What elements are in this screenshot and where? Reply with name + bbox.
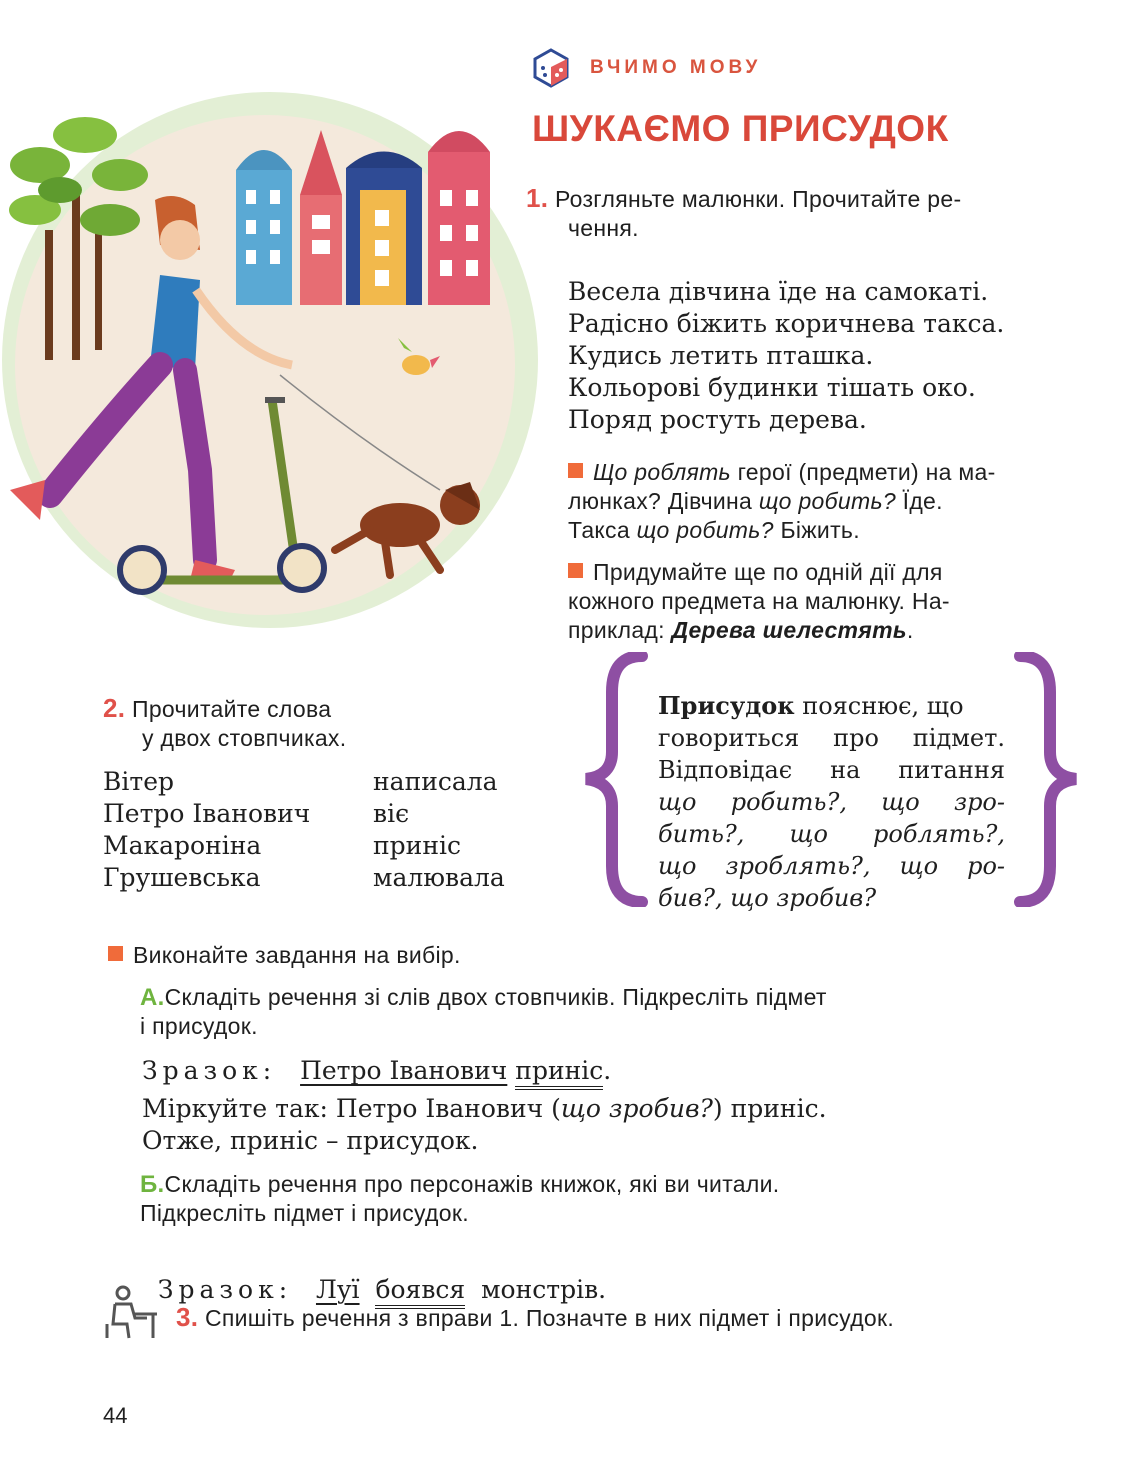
word-row [103, 766, 505, 798]
page-title: ШУКАЄМО ПРИСУДОК [532, 108, 949, 149]
reasoning-question: що зробив? [560, 1094, 713, 1123]
task-2-number: 2. [103, 693, 126, 723]
section-brand-label: ВЧИМО МОВУ [590, 57, 762, 78]
task-3-number: 3. [176, 1302, 199, 1332]
q1-text: що робить? [758, 488, 896, 514]
option-b-sample [142, 1242, 606, 1306]
reasoning-text: Міркуйте так: Петро Іванович ( [142, 1094, 561, 1123]
option-a-line: і присудок. [140, 1013, 258, 1039]
q1-text: Що роблять [593, 459, 731, 485]
word-row [103, 862, 505, 894]
word: написала [373, 767, 498, 796]
rule-term: Присудок [658, 691, 795, 720]
q1-text: Їде. [895, 488, 943, 514]
sample-label: Зразок: [157, 1275, 293, 1304]
word: віє [373, 799, 410, 828]
rule-line: говориться про підмет. [658, 724, 1005, 752]
task-1-question-1 [568, 458, 1061, 545]
q1-text: герої (предмети) на ма- [730, 459, 996, 485]
word: приніс [373, 831, 461, 860]
right-brace-icon [1012, 652, 1082, 907]
page-number: 44 [103, 1403, 128, 1428]
q1-text: люнках? Дівчина [568, 488, 759, 514]
reasoning-text: ) приніс. [712, 1094, 827, 1123]
option-b-line: Підкресліть підмет і присудок. [140, 1200, 469, 1226]
word-row [103, 798, 505, 830]
q2-text: . [906, 617, 914, 643]
word: малювала [373, 863, 505, 892]
word: Вітер [103, 767, 174, 796]
section-brand [532, 48, 761, 88]
task-2-instruction-line: Прочитайте слова [132, 696, 332, 722]
sentence: Весела дівчина їде на самокаті. [568, 277, 989, 306]
illustration [0, 80, 560, 640]
choice-instruction [108, 941, 461, 970]
sample-predicate: приніс [515, 1056, 603, 1090]
option-b-line: Складіть речення про персонажів книжок, які ви читали. [164, 1171, 780, 1197]
word: Грушевська [103, 863, 261, 892]
word-columns [103, 766, 505, 894]
homework-icon [103, 1284, 159, 1340]
option-a-letter: А. [140, 984, 165, 1011]
task-2-instruction-line: у двох стовпчиках. [142, 725, 347, 751]
sample-subject: Петро Іванович [300, 1056, 508, 1085]
word: Макароніна [103, 831, 262, 860]
option-a-sample [142, 1055, 827, 1157]
task-1-instruction [526, 184, 1061, 243]
sample-subject: Луї [315, 1275, 360, 1304]
rule-line: бив?, що зробив? [658, 884, 877, 912]
sample-label: Зразок: [142, 1056, 277, 1085]
rule-line: Відповідає на питання [658, 756, 1005, 784]
q1-text: Такса [568, 517, 637, 543]
word-row [103, 830, 505, 862]
q2-text: Придумайте ще по одній дії для [593, 559, 943, 585]
task-1-sentences [568, 276, 1004, 436]
task-1-instruction-line: чення. [568, 215, 639, 241]
sentence: Кудись летить пташка. [568, 341, 874, 370]
option-b-letter: Б. [140, 1171, 165, 1198]
option-a [140, 983, 827, 1041]
task-1-instruction-line: Розгляньте малюнки. Прочитайте ре- [555, 186, 962, 212]
choice-text: Виконайте завдання на вибір. [133, 942, 461, 968]
sentence: Радісно біжить коричнева такса. [568, 309, 1005, 338]
sentence: Поряд ростуть дерева. [568, 405, 867, 434]
task-1-question-2 [568, 558, 1061, 645]
left-brace-icon [580, 652, 650, 907]
task-1-number: 1. [526, 183, 549, 213]
rule-line: бить?, що роблять?, [658, 820, 1005, 848]
q2-example: Дерева шелестять [671, 617, 907, 643]
q1-text: Біжить. [773, 517, 860, 543]
rule-line: що робить?, що зро- [658, 788, 1005, 816]
dice-icon [532, 48, 570, 88]
sample-dot: . [603, 1056, 612, 1085]
sample-rest: монстрів. [481, 1275, 607, 1304]
task-2-instruction [103, 694, 346, 753]
bullet-icon [568, 563, 583, 578]
bullet-icon [108, 946, 123, 961]
q2-text: приклад: [568, 617, 672, 643]
rule-line: що зроблять?, що ро- [658, 852, 1005, 880]
rule-line: пояснює, що [794, 692, 964, 720]
word: Петро Іванович [103, 799, 311, 828]
option-a-line: Складіть речення зі слів двох стовпчиків. Підкресліть підмет [164, 984, 827, 1010]
task-3-text: Спишіть речення з вправи 1. Позначте в них підмет і присудок. [205, 1305, 895, 1331]
bullet-icon [568, 463, 583, 478]
q2-text: кожного предмета на малюнку. На- [568, 588, 950, 614]
conclusion-text: Отже, приніс – присудок. [142, 1126, 479, 1155]
sentence: Кольорові будинки тішать око. [568, 373, 976, 402]
q1-text: що робить? [636, 517, 774, 543]
rule-definition [658, 690, 1005, 914]
sample-predicate: боявся [375, 1275, 465, 1309]
task-3 [176, 1303, 894, 1333]
option-b [140, 1170, 779, 1228]
